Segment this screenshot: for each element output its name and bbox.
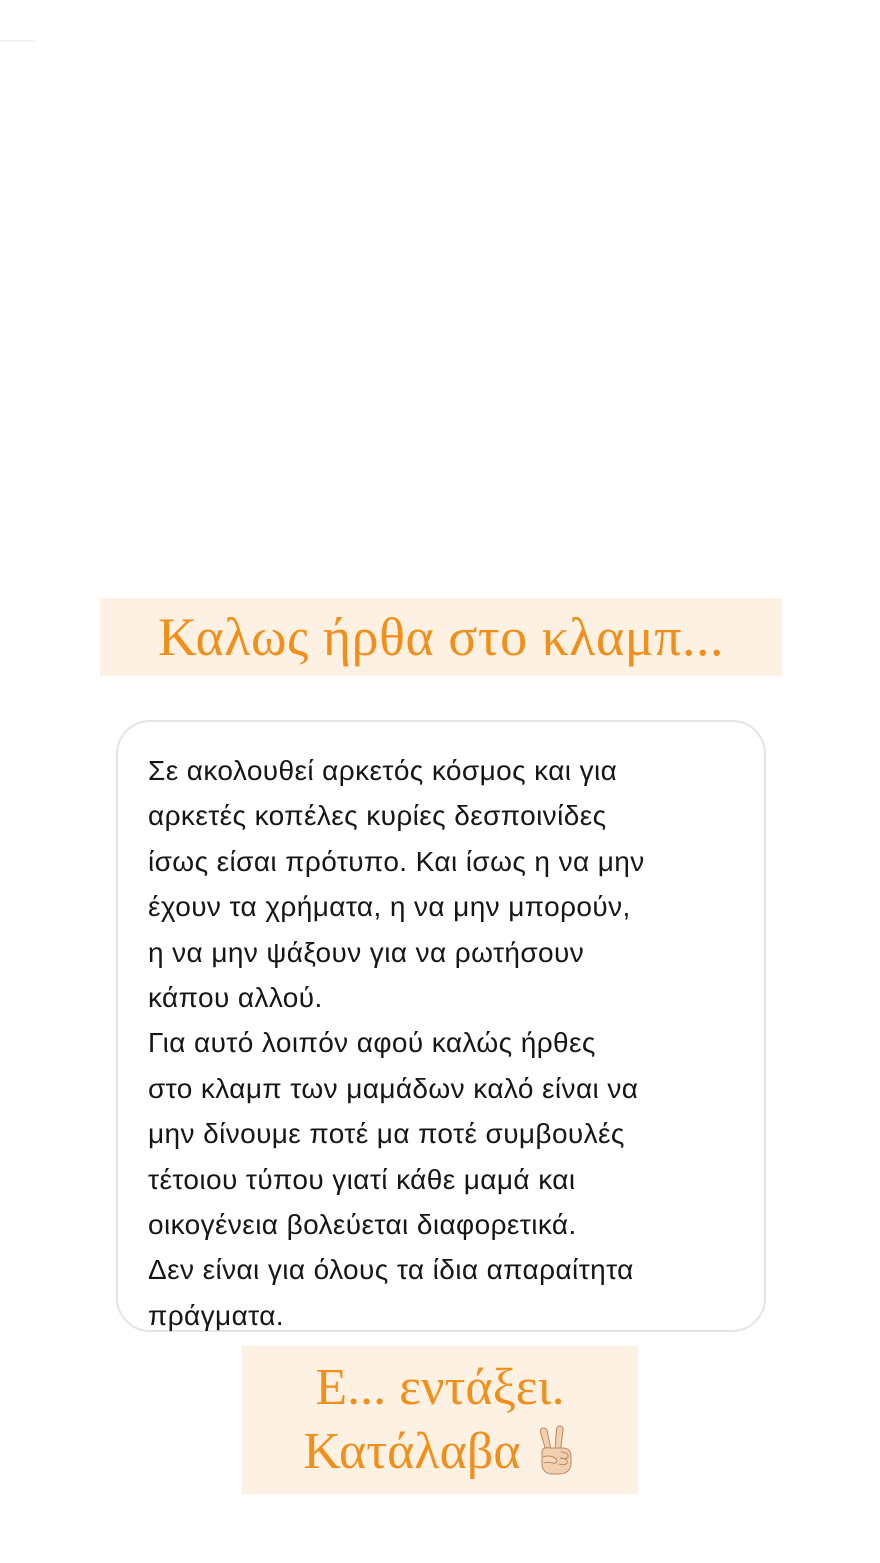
victory-hand-icon <box>533 1424 577 1476</box>
question-line: η να μην ψάξουν για να ρωτήσουν <box>148 936 585 968</box>
reply-line-2-text: Κατάλαβα <box>303 1423 521 1480</box>
question-line: στο κλαμπ των μαμάδων καλό είναι να <box>148 1072 639 1104</box>
question-sticker-card[interactable] <box>116 720 766 1332</box>
title-text-sticker[interactable] <box>100 598 782 676</box>
reply-text-sticker[interactable] <box>242 1346 638 1494</box>
question-line: μην δίνουμε ποτέ μα ποτέ συμβουλές <box>148 1118 625 1150</box>
question-text <box>148 748 748 1338</box>
question-line: οικογένεια βολεύεται διαφορετικά. <box>148 1209 577 1241</box>
question-line: έχουν τα χρήματα, η να μην μπορούν, <box>148 891 631 923</box>
question-line: Δεν είναι για όλους τα ίδια απαραίτητα <box>148 1254 634 1286</box>
question-line: ίσως είσαι πρότυπο. Και ίσως η να μην <box>148 845 645 877</box>
question-line: τέτοιου τύπου γιατί κάθε μαμά και <box>148 1163 576 1195</box>
title-sticker-text: Καλως ήρθα στο κλαμπ... <box>158 607 724 667</box>
reply-line-2 <box>303 1420 576 1484</box>
question-line: αρκετές κοπέλες κυρίες δεσποινίδες <box>148 800 607 832</box>
reply-line-1 <box>315 1356 564 1420</box>
question-line: κάπου αλλού. <box>148 982 323 1014</box>
divider <box>0 40 36 42</box>
reply-line-1-text: Ε... εντάξει. <box>315 1359 565 1416</box>
question-line: Σε ακολουθεί αρκετός κόσμος και για <box>148 755 618 786</box>
question-line: πράγματα. <box>148 1299 284 1331</box>
question-line: Για αυτό λοιπόν αφού καλώς ήρθες <box>148 1027 596 1059</box>
